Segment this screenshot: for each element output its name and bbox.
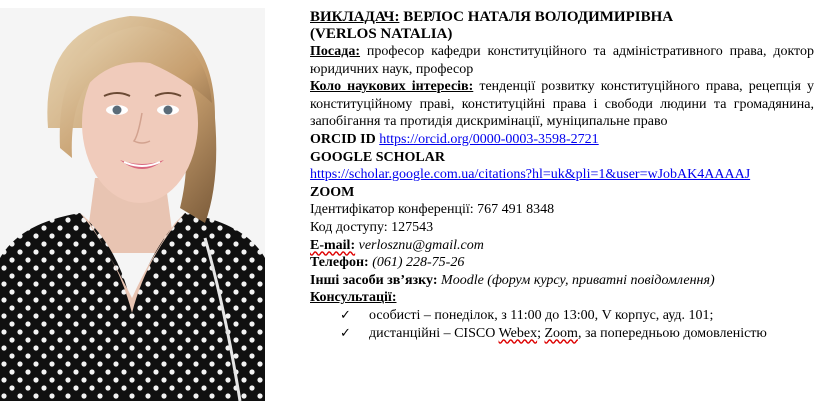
consultation-text-post: , за попередньою домовленістю <box>577 325 767 341</box>
interests-block <box>310 78 814 131</box>
interests-label: Коло наукових інтересів: <box>310 79 474 95</box>
interests-text: тенденції розвитку конституційного права, рецепція у конституційному праві, конституційні права і свободи людини та громадянина, запобігання та протидія дискримінації, муніципальне право <box>310 79 814 130</box>
zoom-label: ZOOM <box>310 184 355 200</box>
scholar-label: GOOGLE SCHOLAR <box>310 149 445 165</box>
consultation-text-pre: дистанційні – CISCO <box>369 325 499 341</box>
email-line <box>310 237 814 255</box>
position-block <box>310 43 814 78</box>
teacher-label: ВИКЛАДАЧ: <box>310 9 400 25</box>
webex-word: Webex <box>498 325 538 341</box>
orcid-line <box>310 131 814 149</box>
email-value: verlosznu@gmail.com <box>355 237 484 253</box>
scholar-link[interactable]: https://scholar.google.com.ua/citations?hl=uk&pli=1&user=wJobAK4AAAAJ <box>310 167 751 183</box>
phone-value: (061) 228-75-26 <box>368 255 465 271</box>
other-contacts-value: Moodle (форум курсу, приватні повідомлення) <box>437 272 715 288</box>
consultation-item-in-person <box>310 307 814 325</box>
phone-line <box>310 254 814 272</box>
scholar-line <box>310 166 814 184</box>
consultations-list <box>310 307 814 342</box>
teacher-title-line <box>310 9 814 26</box>
teacher-info <box>310 9 814 342</box>
position-label: Посада: <box>310 44 361 59</box>
consultation-text: особисті – понеділок, з 11:00 до 13:00, V корпус, ауд. 101; <box>369 307 714 323</box>
portrait-illustration <box>0 8 265 401</box>
position-text: професор кафедри конституційного та адміністративного права, доктор юридичних наук, професор <box>310 44 814 77</box>
zoom-word: Zoom <box>544 325 578 341</box>
separator: ; <box>537 325 545 341</box>
other-contacts-line <box>310 272 814 290</box>
phone-label: Телефон: <box>310 255 369 271</box>
portrait-photo <box>0 8 265 401</box>
teacher-name: ВЕРЛОС НАТАЛЯ ВОЛОДИМИРІВНА <box>399 9 674 25</box>
orcid-link[interactable]: https://orcid.org/0000-0003-3598-2721 <box>379 131 599 147</box>
zoom-conference-id: Ідентифікатор конференції: 767 491 8348 <box>310 202 555 218</box>
consultations-label: Консультації: <box>310 290 397 306</box>
teacher-name-latin: (VERLOS NATALIA) <box>310 26 453 42</box>
checkmark-icon: ✓ <box>340 325 351 341</box>
email-label: E-mail: <box>310 237 356 253</box>
consultation-item-remote <box>310 325 814 343</box>
zoom-access-code: Код доступу: 127543 <box>310 219 434 235</box>
checkmark-icon: ✓ <box>340 307 351 323</box>
orcid-label: ORCID ID <box>310 131 376 147</box>
other-contacts-label: Інші засоби зв’язку: <box>310 272 438 288</box>
